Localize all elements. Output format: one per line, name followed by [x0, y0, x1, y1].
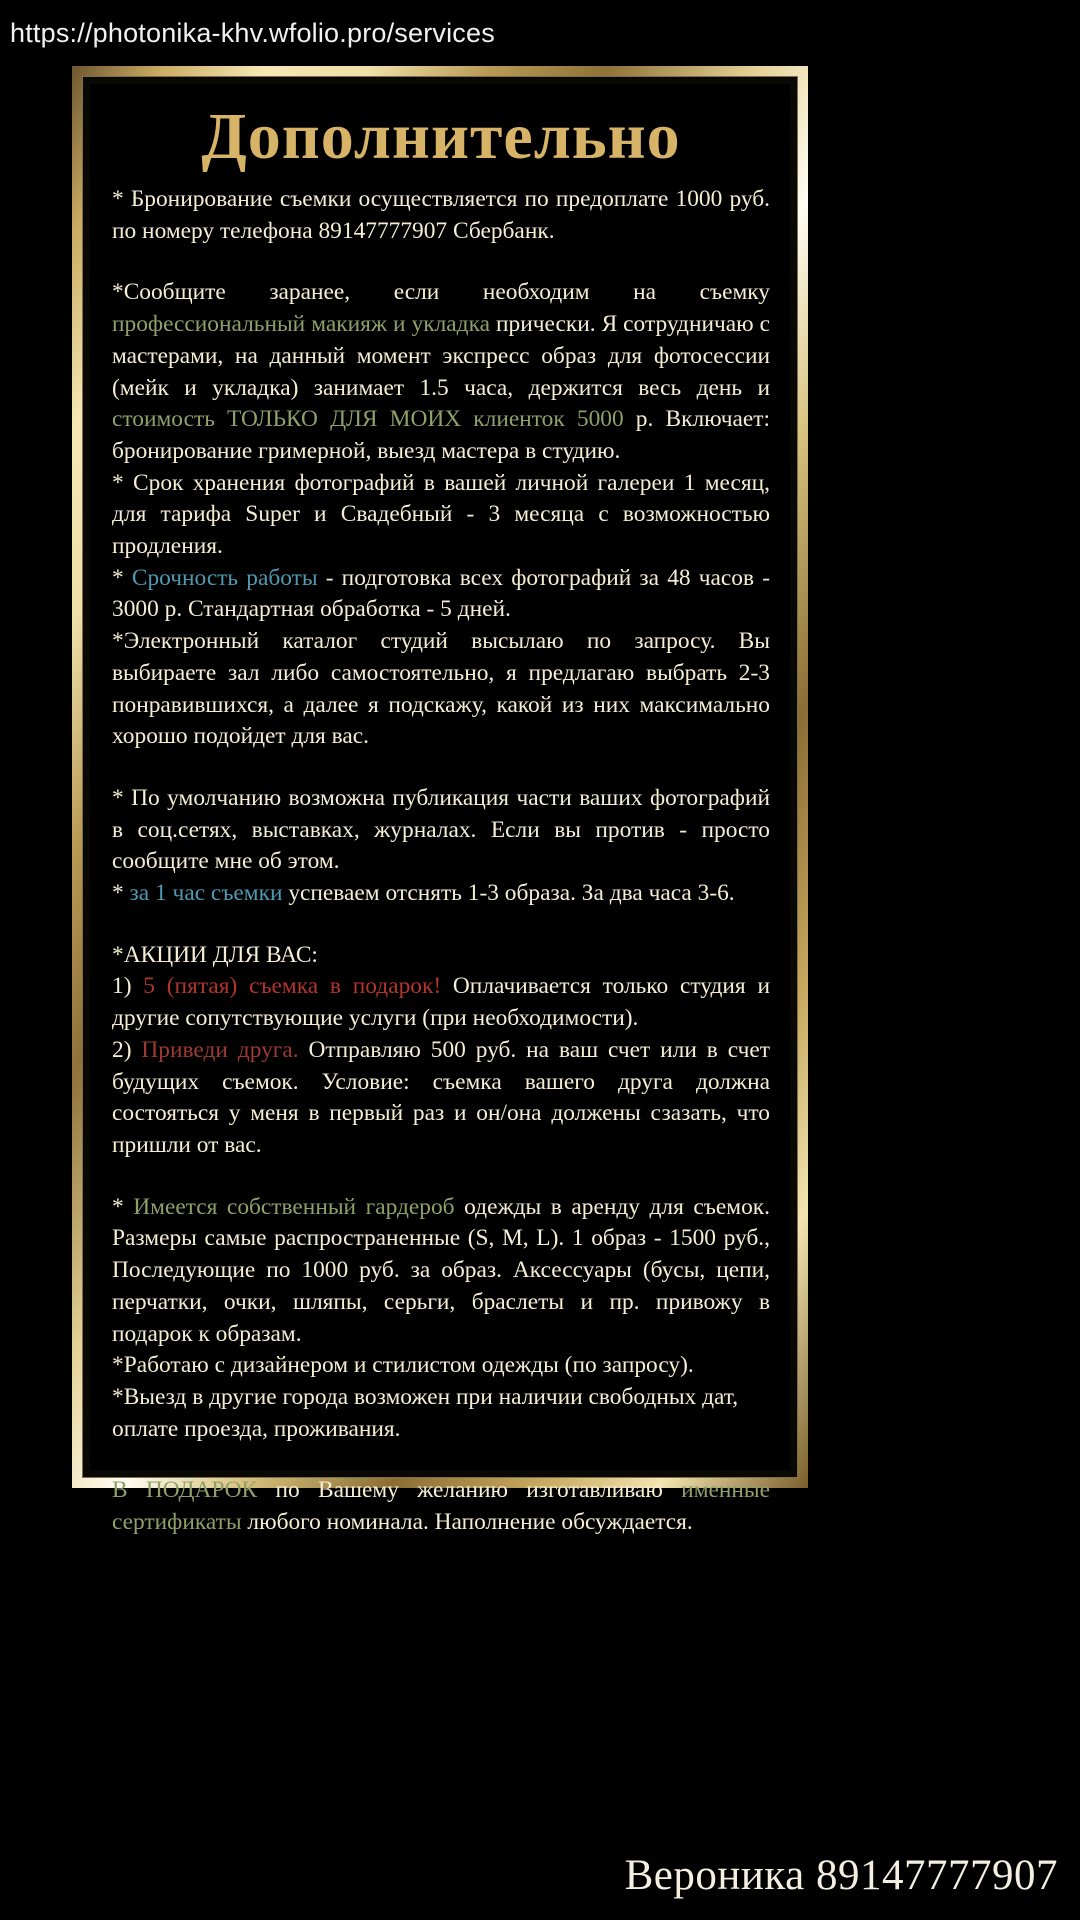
paragraph-urgency	[112, 563, 770, 626]
paragraph-gift	[112, 1475, 770, 1538]
paragraph-spacer	[112, 247, 770, 277]
text-segment-looks-per-hour-1: за 1 час съемки	[129, 880, 283, 907]
text-segment-wardrobe-2: одежды в аренду для съемок. Размеры самые распространенные (S, M, L). 1 образ - 1500 руб., Последующие по 1000 руб. за образ. Аксессуары (бусы, цепи, перчатки, очки, шляпы, серьги, браслеты и пр. привожу в подарок к образам.	[112, 1193, 770, 1347]
text-segment-designer-0: *Работаю с дизайнером и стилистом одежды (по запросу).	[112, 1352, 694, 1379]
page-title: Дополнительно	[201, 100, 681, 173]
paragraph-spacer	[112, 753, 770, 783]
poster-content-area	[90, 84, 790, 1536]
poster-gold-frame	[72, 66, 808, 1536]
text-segment-makeup-2: прически. Я сотрудничаю с мастерами, на данный момент экспресс образ для фотосессии (мейк и укладка) занимает 1.5 часа, держится весь день и	[112, 311, 771, 401]
paragraph-promo-2	[112, 1035, 770, 1162]
text-segment-promo-1-0: 1)	[112, 973, 144, 1000]
text-segment-makeup-4: р. Включает: бронирование гримерной, выезд мастера в студию.	[112, 406, 770, 464]
poster-inner-border	[82, 76, 798, 1536]
paragraph-designer	[112, 1350, 770, 1382]
paragraph-makeup	[112, 277, 770, 467]
paragraph-spacer	[112, 1162, 770, 1192]
paragraph-looks-per-hour	[112, 878, 770, 910]
text-segment-gift-1: по Вашему желанию изготавливаю	[257, 1477, 682, 1504]
paragraph-catalog	[112, 626, 770, 753]
text-segment-urgency-2: - подготовка всех фотографий за 48 часов - 3000 р. Стандартная обработка - 5 дней.	[112, 564, 770, 623]
text-segment-promo-2-1: Приведи друга.	[141, 1036, 299, 1063]
text-segment-publication-0: * По умолчанию возможна публикация части ваших фотографий в соц.сетях, выставках, журналах. Если вы против - просто сообщите мне об этом.	[112, 784, 770, 875]
text-segment-urgency-0: *	[112, 564, 132, 591]
text-segment-makeup-3: стоимость ТОЛЬКО ДЛЯ МОИХ клиенток 5000	[112, 406, 624, 433]
paragraph-promos-header	[112, 940, 770, 972]
browser-url-bar[interactable]	[0, 0, 1080, 66]
text-segment-urgency-1: Срочность работы	[131, 564, 318, 591]
paragraph-wardrobe	[112, 1192, 770, 1351]
text-segment-makeup-0: *Сообщите заранее, если необходим на съемку	[112, 279, 770, 306]
paragraph-storage	[112, 468, 770, 563]
text-segment-makeup-1: профессиональный макияж и укладка	[112, 311, 490, 338]
poster-footer	[0, 1830, 1080, 1920]
poster-text-body	[112, 184, 770, 1539]
paragraph-spacer	[112, 910, 770, 940]
text-segment-travel-0: *Выезд в другие города возможен при наличии свободных дат, оплате проезда, проживания.	[112, 1383, 739, 1442]
text-segment-wardrobe-0: *	[112, 1193, 134, 1220]
paragraph-spacer	[112, 1445, 770, 1475]
text-segment-wardrobe-1: Имеется собственный гардероб	[133, 1193, 455, 1220]
text-segment-storage-0: * Срок хранения фотографий в вашей личной галереи 1 месяц, для тарифа Super и Свадебный - 3 месяца с возможностью продления.	[112, 469, 770, 560]
text-segment-promo-2-2: Отправляю 500 руб. на ваш счет или в счет будущих съемок. Условие: съемка вашего друга должна состояться у меня в первый раз и он/она должены сзазать, что пришли от вас.	[112, 1036, 770, 1158]
text-segment-booking-0: * Бронирование съемки осуществляется по предоплате 1000 руб. по номеру телефона 89147777907 Сбербанк.	[112, 186, 770, 244]
text-segment-catalog-0: *Электронный каталог студий высылаю по запросу. Вы выбираете зал либо самостоятельно, я предлагаю выбрать 2-3 понравившихся, а далее я подскажу, какой из них максимально хорошо подойдет для вас.	[112, 628, 770, 750]
text-segment-promo-1-2: Оплачивается только студия и другие сопутствующие услуги (при необходимости).	[112, 973, 770, 1032]
paragraph-promo-1	[112, 971, 770, 1034]
text-segment-promo-1-1: 5 (пятая) съемка в подарок!	[143, 973, 442, 1000]
paragraph-booking	[112, 184, 770, 247]
paragraph-travel	[112, 1382, 770, 1445]
text-segment-promo-2-0: 2)	[112, 1036, 142, 1063]
text-segment-gift-0: В ПОДАРОК	[112, 1477, 258, 1504]
text-segment-looks-per-hour-0: *	[112, 880, 130, 907]
text-segment-looks-per-hour-2: успеваем отснять 1-3 образа. За два часа 3-6.	[282, 880, 735, 907]
paragraph-publication	[112, 783, 770, 878]
text-segment-promos-header-0: *АКЦИИ ДЛЯ ВАС:	[112, 941, 318, 968]
text-segment-gift-2: именные сертификаты	[112, 1477, 771, 1536]
poster-card	[72, 66, 808, 1536]
footer-signature: Вероника 89147777907	[624, 1851, 1058, 1899]
text-segment-gift-3: любого номинала. Наполнение обсуждается.	[241, 1509, 693, 1536]
page-url[interactable]: https://photonika-khv.wfolio.pro/services	[10, 17, 495, 48]
